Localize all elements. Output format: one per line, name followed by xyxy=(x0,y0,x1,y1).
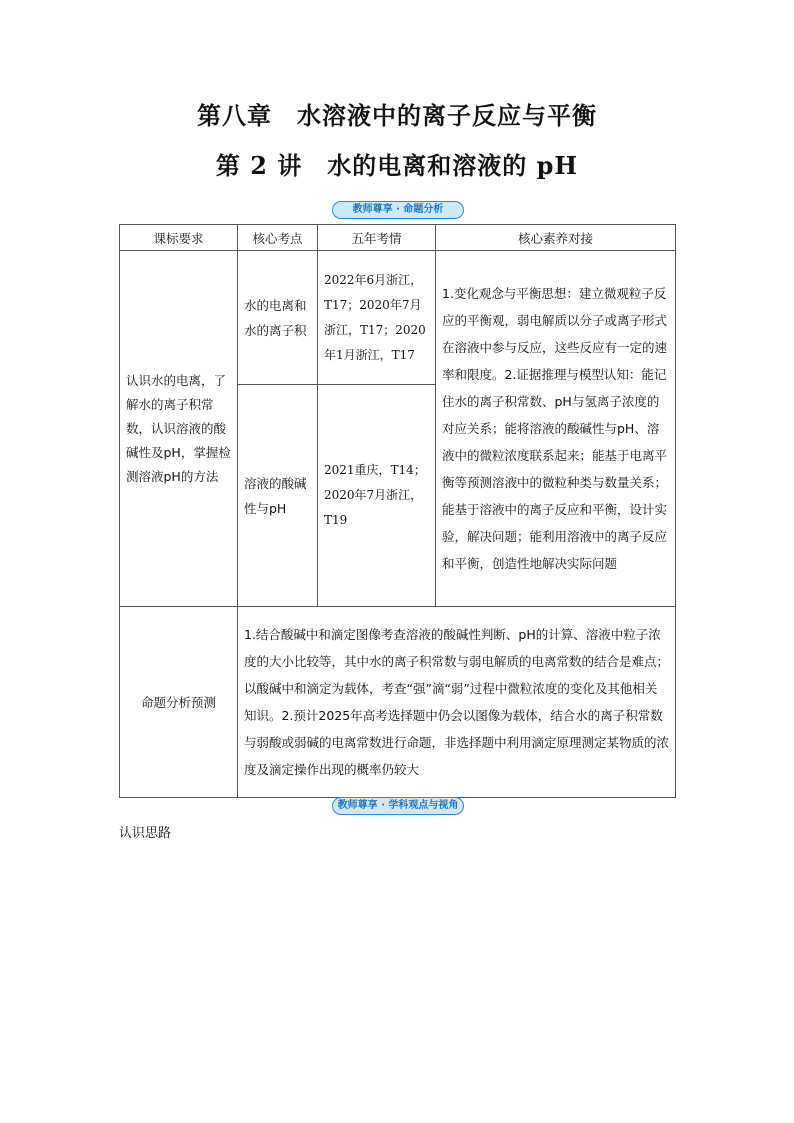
prediction-label: 命题分析预测 xyxy=(140,695,216,710)
literacy-text: 1.变化观念与平衡思想：建立微观粒子反应的平衡观，弱电解质以分子或离子形式在溶液中参与反应，这些反应有一定的速率和限度。2.证据推理与模型认知：能记住水的离子积常数、pH与氢离子浓度的对应关系；能将溶液的酸碱性与pH、溶液中的微粒浓度联系起来；能基于电离平衡等预测溶液中的微粒种类与数量关系；能基于溶液中的离子反应和平衡，设计实验，解决问题；能利用溶液中的离子反应和平衡，创造性地解决实际问题 xyxy=(442,286,668,571)
header-literacy: 核心素养对接 xyxy=(436,225,676,251)
exam-text: 2021重庆，T14；2020年7月浙江，T19 xyxy=(324,463,426,527)
exam-cell xyxy=(318,251,436,385)
requirement-text: 认识水的电离，了解水的离子积常数，认识溶液的酸碱性及pH，掌握检测溶液pH的方法 xyxy=(126,372,231,484)
teacher-perspective-badge: 教师尊享 · 学科观点与视角 xyxy=(332,797,464,815)
table-row xyxy=(120,607,676,798)
header-requirement: 课标要求 xyxy=(120,225,238,251)
exam-cell xyxy=(318,385,436,607)
prediction-text: 1.结合酸碱中和滴定图像考查溶液的酸碱性判断、pH的计算、溶液中粒子浓度的大小比较等，其中水的离子积常数与弱电解质的电离常数的结合是难点；以酸碱中和滴定为载体，考查“强”滴“弱”过程中微粒浓度的变化及其他相关知识。2.预计2025年高考选择题中仍会以图像为载体，结合水的离子积常数与弱酸或弱碱的电离常数进行命题，非选择题中利用滴定原理测定某物质的浓度及滴定操作出现的概率仍较大 xyxy=(244,627,670,777)
header-core-topic: 核心考点 xyxy=(238,225,318,251)
curriculum-table xyxy=(119,224,676,798)
prediction-cell xyxy=(238,607,676,798)
teacher-analysis-badge: 教师尊享 · 命题分析 xyxy=(332,201,464,219)
chapter-title: 第八章 水溶液中的离子反应与平衡 xyxy=(197,101,597,130)
topic-cell xyxy=(238,385,318,607)
prediction-label-cell xyxy=(120,607,238,798)
table-header-row xyxy=(120,225,676,251)
topic-cell xyxy=(238,251,318,385)
literacy-cell xyxy=(436,251,676,607)
topic-text: 水的电离和水的离子积 xyxy=(244,297,307,338)
requirement-cell xyxy=(120,251,238,607)
lecture-title: 第 2 讲 水的电离和溶液的 pH xyxy=(215,151,579,180)
header-exam-history: 五年考情 xyxy=(318,225,436,251)
table-row xyxy=(120,251,676,385)
exam-text: 2022年6月浙江，T17；2020年7月浙江，T17；2020年1月浙江，T17 xyxy=(324,272,426,362)
topic-text: 溶液的酸碱性与pH xyxy=(244,475,307,516)
section-label: 认识思路 xyxy=(119,826,172,841)
